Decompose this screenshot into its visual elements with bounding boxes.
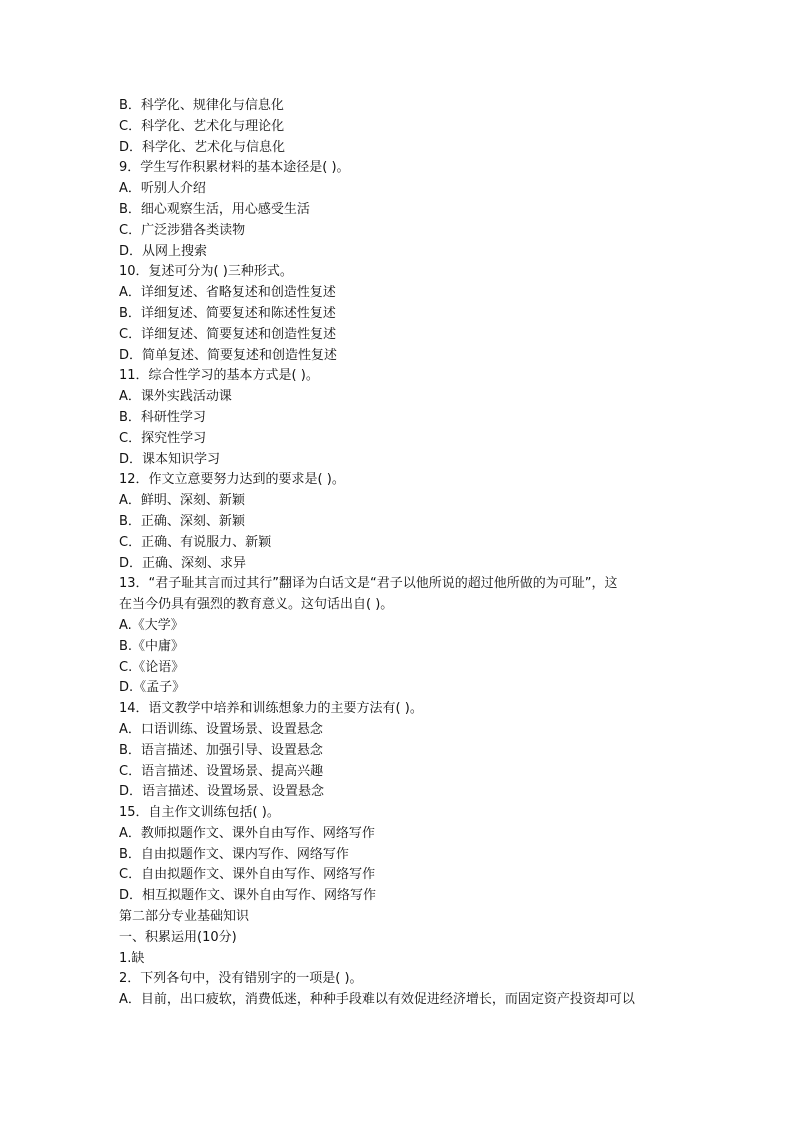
question-line: 13．“君子耻其言而过其行”翻译为白话文是“君子以他所说的超过他所做的为可耻”，这 bbox=[119, 576, 618, 592]
option-line: C．广泛涉猎各类读物 bbox=[119, 222, 246, 238]
document-page bbox=[119, 96, 679, 1011]
option-line: B．细心观察生活，用心感受生活 bbox=[119, 201, 310, 217]
option-line: B．详细复述、简要复述和陈述性复述 bbox=[119, 305, 336, 321]
option-line: D.《孟子》 bbox=[119, 680, 186, 696]
option-line: A．口语训练、设置场景、设置悬念 bbox=[119, 721, 323, 737]
option-line: A．详细复述、省略复述和创造性复述 bbox=[119, 285, 336, 301]
option-line: C．探究性学习 bbox=[119, 430, 207, 446]
option-line: B.《中庸》 bbox=[119, 638, 185, 654]
option-line: D．从网上搜索 bbox=[119, 243, 208, 259]
option-line: B．正确、深刻、新颖 bbox=[119, 513, 245, 529]
question-line: 9．学生写作积累材料的基本途径是( )。 bbox=[119, 160, 350, 176]
option-line: C．自由拟题作文、课外自由写作、网络写作 bbox=[119, 867, 376, 883]
option-line: B．语言描述、加强引导、设置悬念 bbox=[119, 742, 323, 758]
question-line: 1.缺 bbox=[119, 950, 145, 966]
option-line: D．正确、深刻、求异 bbox=[119, 555, 247, 571]
option-line: A．听别人介绍 bbox=[119, 181, 206, 197]
option-line: B．科学化、规律化与信息化 bbox=[119, 98, 284, 113]
option-line: D．课本知识学习 bbox=[119, 451, 221, 467]
option-line: A．目前，出口疲软，消费低迷，种种手段难以有效促进经济增长，而固定资产投资却可以 bbox=[119, 992, 635, 1008]
option-line: D．科学化、艺术化与信息化 bbox=[119, 139, 286, 155]
question-line: 15．自主作文训练包括( )。 bbox=[119, 805, 280, 821]
subsection-heading: 一、积累运用(10分) bbox=[119, 929, 237, 945]
option-line: A．课外实践活动课 bbox=[119, 389, 232, 405]
question-line: 10．复述可分为( )三种形式。 bbox=[119, 264, 293, 280]
section-heading: 第二部分专业基础知识 bbox=[119, 909, 250, 925]
option-line: B．科研性学习 bbox=[119, 409, 206, 425]
option-line: D．相互拟题作文、课外自由写作、网络写作 bbox=[119, 888, 377, 904]
option-line: A.《大学》 bbox=[119, 617, 184, 633]
option-line: A．教师拟题作文、课外自由写作、网络写作 bbox=[119, 825, 375, 841]
question-line: 12．作文立意要努力达到的要求是( )。 bbox=[119, 472, 345, 488]
option-line: C．详细复述、简要复述和创造性复述 bbox=[119, 326, 337, 342]
option-line: C．科学化、艺术化与理论化 bbox=[119, 118, 285, 134]
question-line: 11．综合性学习的基本方式是( )。 bbox=[119, 368, 319, 384]
option-line: D．语言描述、设置场景、设置悬念 bbox=[119, 784, 325, 800]
option-line: C．语言描述、设置场景、提高兴趣 bbox=[119, 763, 324, 779]
option-line: C．正确、有说服力、新颖 bbox=[119, 534, 272, 550]
option-line: C.《论语》 bbox=[119, 659, 185, 675]
question-line: 14．语文教学中培养和训练想象力的主要方法有( )。 bbox=[119, 701, 423, 717]
option-line: B．自由拟题作文、课内写作、网络写作 bbox=[119, 846, 349, 862]
question-line: 2．下列各句中，没有错别字的一项是( )。 bbox=[119, 971, 363, 987]
option-line: D．简单复述、简要复述和创造性复述 bbox=[119, 347, 338, 363]
question-line-continued: 在当今仍具有强烈的教育意义。这句话出自( )。 bbox=[119, 597, 394, 613]
option-line: A．鲜明、深刻、新颖 bbox=[119, 493, 245, 509]
